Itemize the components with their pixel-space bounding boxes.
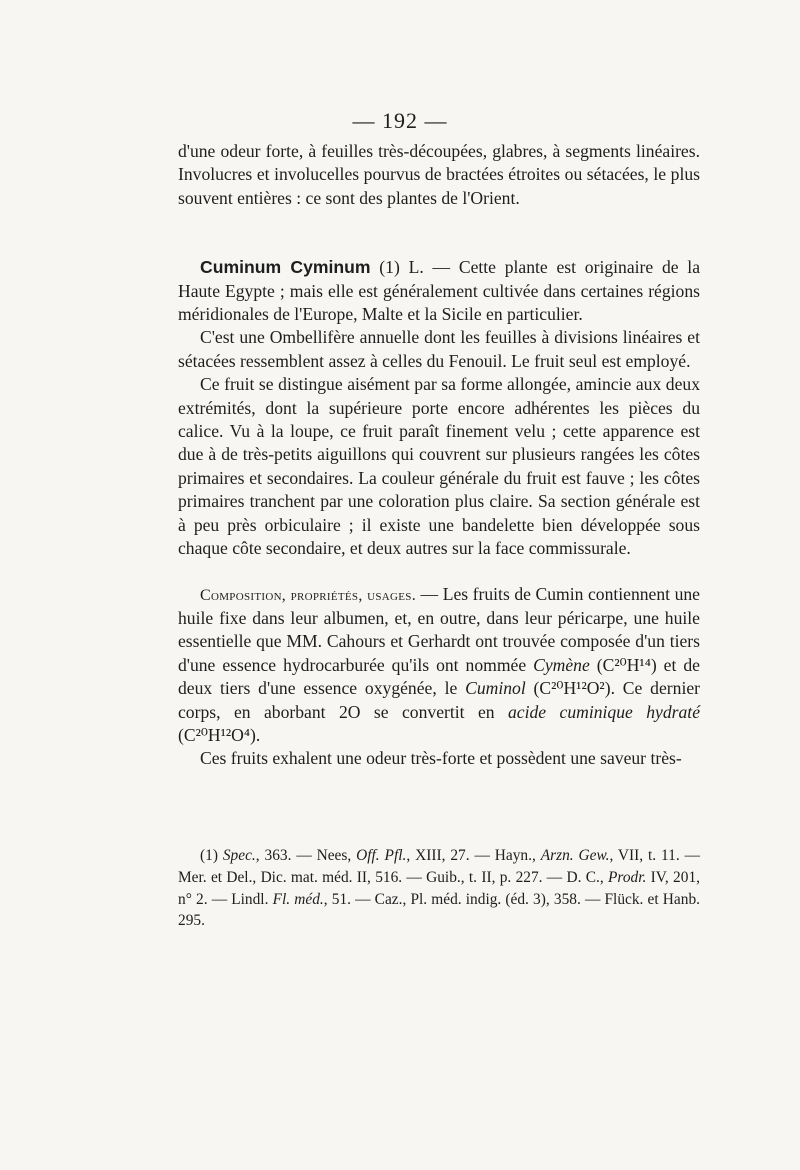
composition-text-2: (C²⁰H¹⁴) et de deux tiers d'une essence oxygénée, le xyxy=(178,654,700,699)
footnote-1 xyxy=(178,845,700,932)
footnote-text-5: , 51. — Caz., Pl. méd. indig. (éd. 3), 358. — Flück. et Hanb. 295. xyxy=(178,890,700,930)
footnote-text-2: , XIII, 27. — Hayn., xyxy=(406,847,541,864)
term-acide-cuminique: acide cuminique hydraté xyxy=(508,701,700,722)
footnote-text-4: IV, 201, n° 2. — Lindl. xyxy=(178,868,700,908)
composition-text-4: (C²⁰H¹²O⁴). xyxy=(178,724,261,745)
paragraph-odour: Ces fruits exhalent une odeur très-forte et possèdent une saveur très- xyxy=(200,748,682,769)
footnotes xyxy=(178,845,700,932)
paragraph-fruit: Ce fruit se distingue aisément par sa forme allongée, amincie aux deux extrémités, dont la supérieure porte encore adhérentes les pièces du calice. Vu à la loupe, ce fruit paraît finement velu ; cette apparence est due à de très-petits aiguillons qui couvrent sur plusieurs rangées les côtes primaires et secondaires. La couleur générale du fruit est fauve ; les côtes primaires tranchent par une coloration plus claire. Sa section générale est à peu près orbiculaire ; il existe une bandelette bien développée sous chaque côte secondaire, et deux autres sur la face commissurale. xyxy=(178,374,700,559)
term-cymene: Cymène xyxy=(533,654,590,675)
section-heading: Composition, propriétés, usages. xyxy=(200,586,416,604)
footnote-ref-arzn: Arzn. Gew. xyxy=(540,847,610,864)
composition-text-1: — Les fruits de Cumin contiennent une huile fixe dans leur albumen, et, en outre, dans leur péricarpe, une huile essentielle que MM. Cahours et Gerhardt ont trouvée composée d'un tiers d'une essence hydrocarburée qu'ils ont nommée xyxy=(178,583,700,675)
paragraph-composition xyxy=(178,583,700,748)
footnote-text-3: , VII, t. 11. — Mer. et Del., Dic. mat. méd. II, 516. — Guib., t. II, p. 227. — D. C., xyxy=(178,847,701,886)
paragraph-cuminum-intro xyxy=(178,256,700,326)
footnote-ref-spec: Spec. xyxy=(222,847,256,864)
species-name: Cuminum Cyminum xyxy=(200,257,371,278)
term-cuminol: Cuminol xyxy=(465,678,526,699)
footnote-ref-fl-med: Fl. méd. xyxy=(272,890,324,908)
footnote-text-1: , 363. — Nees, xyxy=(255,847,357,864)
species-text: (1) L. — Cette plante est originaire de la Haute Egypte ; mais elle est généralement cultivée dans certaines régions méridionales de l'Europe, Malte et la Sicile en particulier. xyxy=(178,257,701,325)
main-text xyxy=(178,140,700,771)
page-number: — 192 — xyxy=(352,108,448,133)
footnote-ref-prodr: Prodr. xyxy=(608,868,647,886)
paragraph-continuation: d'une odeur forte, à feuilles très-découpées, glabres, à segments linéaires. Involucres et involucelles pourvus de bractées étroites ou sétacées, le plus souvent entières : ce sont des plantes de l'Orient. xyxy=(178,141,700,208)
composition-text-3: (C²⁰H¹²O²). Ce dernier corps, en aborbant 2O se convertit en xyxy=(178,678,700,722)
paragraph-description: C'est une Ombellifère annuelle dont les feuilles à divisions linéaires et sétacées ressemblent assez à celles du Fenouil. Le fruit seul est employé. xyxy=(178,327,700,371)
footnote-ref-off: Off. Pfl. xyxy=(356,847,407,864)
footnote-marker: (1) xyxy=(200,847,223,864)
